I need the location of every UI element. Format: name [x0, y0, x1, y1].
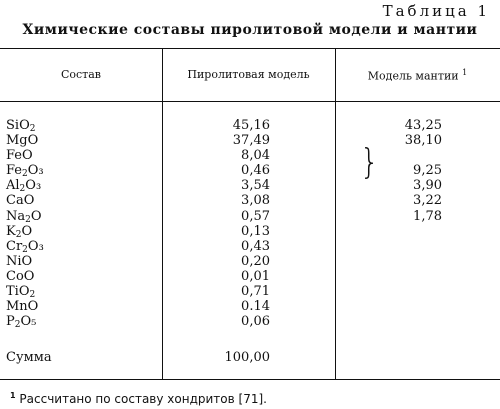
footnote	[10, 391, 267, 406]
oxide-rest: O	[21, 223, 33, 239]
mantle-value: 38,10	[404, 133, 442, 149]
oxide-name	[6, 299, 38, 314]
fe-brace: }	[360, 142, 380, 183]
pyrolite-value: 0,71	[241, 284, 270, 300]
oxide-name	[6, 209, 42, 224]
bottom-rule	[0, 379, 500, 380]
table-row	[0, 314, 500, 329]
pyrolite-value: 0,43	[241, 238, 270, 254]
table-row	[0, 254, 500, 269]
pyrolite-value: 37,49	[232, 133, 270, 149]
table-row	[0, 209, 500, 224]
pyrolite-value: 0,13	[241, 223, 270, 239]
pyrolite-value: 0,01	[241, 268, 270, 284]
oxide-name	[6, 148, 33, 163]
sum-label: Сумма	[6, 350, 52, 365]
pyrolite-value: 0,46	[241, 163, 270, 179]
table-title: Химические составы пиролитовой модели и мантии	[22, 22, 478, 38]
pyrolite-value: 0,06	[241, 314, 270, 330]
oxide-rest: O₃	[27, 238, 44, 254]
oxide-subscript: 2	[15, 229, 22, 240]
mantle-value: 9,25	[413, 163, 442, 179]
table-label: Таблица 1	[382, 2, 490, 20]
table-row	[0, 193, 500, 208]
pyrolite-value: 3,54	[241, 178, 270, 194]
table-row	[0, 224, 500, 239]
oxide-base: CaO	[6, 193, 35, 209]
oxide-subscript: 2	[22, 244, 28, 255]
composition-rows	[0, 118, 500, 329]
mantle-value: 43,25	[404, 118, 442, 133]
oxide-base: NiO	[6, 253, 33, 269]
oxide-name	[6, 224, 32, 239]
header-pyrolite: Пиролитовая модель	[187, 68, 310, 81]
footnote-text: Рассчитано по составу хондритов [71].	[19, 392, 267, 406]
oxide-name	[6, 178, 41, 193]
oxide-subscript: 2	[25, 214, 31, 225]
table-row	[0, 118, 500, 133]
oxide-name	[6, 133, 38, 148]
oxide-base: P	[6, 314, 15, 330]
pyrolite-value: 45,16	[232, 118, 270, 133]
pyrolite-value: 0.14	[241, 299, 270, 315]
oxide-subscript: 2	[29, 290, 36, 301]
oxide-name	[6, 314, 36, 329]
header-composition: Состав	[60, 68, 102, 81]
oxide-base: SiO	[6, 118, 30, 133]
mantle-value: 3,90	[413, 178, 442, 194]
oxide-name	[6, 163, 44, 178]
table-row	[0, 269, 500, 284]
oxide-subscript: 2	[14, 320, 21, 331]
oxide-name	[6, 284, 35, 299]
header-mantle-label: Модель мантии	[367, 69, 459, 83]
pyrolite-value: 0,20	[241, 253, 270, 269]
table-row	[0, 284, 500, 299]
oxide-name	[6, 239, 44, 254]
header-mantle	[335, 68, 500, 83]
oxide-name	[6, 118, 35, 133]
oxide-base: FeO	[6, 148, 33, 164]
oxide-name	[6, 254, 32, 269]
oxide-rest: O₃	[27, 163, 44, 179]
oxide-base: Fe	[6, 163, 23, 179]
oxide-base: Na	[6, 208, 26, 224]
table-row	[0, 299, 500, 314]
oxide-rest: O	[30, 208, 42, 224]
table-row	[0, 178, 500, 193]
sum-pyrolite: 100,00	[224, 350, 270, 365]
oxide-subscript: 2	[29, 124, 36, 134]
pyrolite-value: 3,08	[241, 193, 270, 209]
table-row	[0, 239, 500, 254]
pyrolite-value: 8,04	[241, 148, 270, 164]
oxide-base: MnO	[6, 299, 39, 315]
oxide-subscript: 2	[22, 169, 28, 180]
mantle-value: 3,22	[413, 193, 442, 209]
footnote-mark: 1	[10, 391, 16, 400]
table-row	[0, 163, 500, 178]
oxide-base: MgO	[6, 133, 39, 149]
oxide-base: K	[6, 223, 16, 239]
oxide-name	[6, 193, 34, 208]
top-rule	[0, 48, 500, 49]
pyrolite-value: 0,57	[241, 208, 270, 224]
oxide-name	[6, 269, 34, 284]
oxide-base: Al	[6, 178, 20, 194]
oxide-base: CoO	[6, 268, 35, 284]
oxide-base: Cr	[6, 238, 23, 254]
oxide-rest: O₃	[25, 178, 42, 194]
table-row	[0, 133, 500, 148]
table-row	[0, 148, 500, 163]
oxide-rest: O₅	[20, 314, 37, 330]
header-mantle-footnote-mark: 1	[462, 68, 468, 77]
header-rule	[0, 101, 500, 102]
oxide-subscript: 2	[19, 184, 26, 195]
mantle-value: 1,78	[413, 208, 442, 224]
oxide-base: TiO	[6, 284, 30, 300]
